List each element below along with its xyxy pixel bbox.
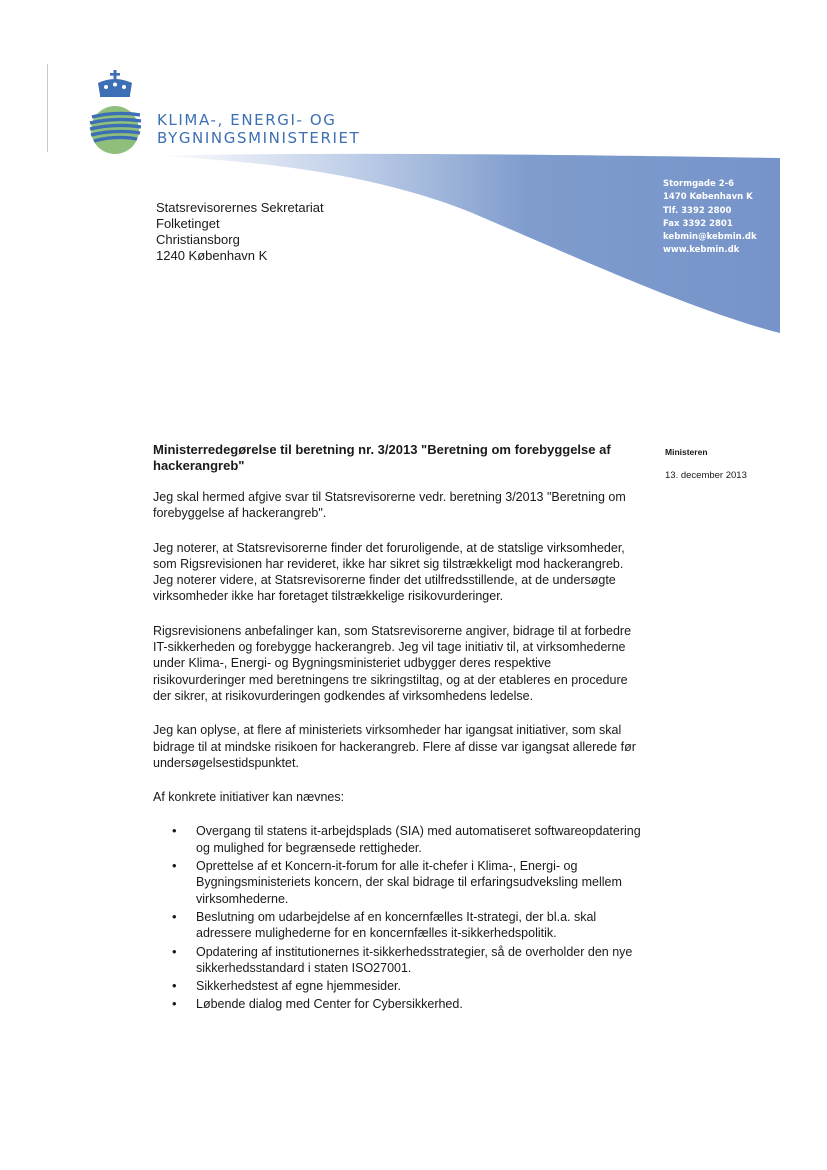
body-paragraph: Jeg skal hermed afgive svar til Statsrevisorerne vedr. beretning 3/2013 "Beretning om forebyggelse af hackerangreb". (153, 490, 626, 521)
list-item: • Sikkerhedstest af egne hjemmesider. (196, 978, 643, 994)
contact-city: 1470 København K (663, 192, 753, 203)
initiatives-list (153, 823, 643, 1012)
margin-rule (47, 64, 48, 152)
contact-street: Stormgade 2-6 (663, 179, 735, 189)
body-paragraph: Jeg noterer, at Statsrevisorerne finder det foruroligende, at de statslige virksomheder, som Rigsrevisionen har revideret, ikke har sikret sig tilstrækkeligt mod hackerangreb. Jeg noterer videre, at Statsrevisorerne finder det utilfredsstillende, at de undersøgte virksomheder ikke har foretaget tilstrækkelige risikovurderinger. (153, 540, 625, 604)
ministry-wordmark (157, 111, 360, 147)
contact-web-link[interactable]: www.kebmin.dk (663, 245, 740, 256)
contact-fax: Fax 3392 2801 (663, 218, 733, 229)
sender-label: Ministeren (665, 447, 708, 457)
recipient-address (156, 200, 324, 264)
recipient-line: Folketinget (156, 216, 220, 231)
list-item: • Opdatering af institutionernes it-sikkerhedsstrategier, så de overholder den nye sikkerhedsstandard i staten ISO27001. (196, 944, 643, 977)
list-item: • Beslutning om udarbejdelse af en koncernfælles It-strategi, der bl.a. skal adressere mulighederne for en koncernfælles it-sikkerhedspolitik. (196, 909, 643, 942)
recipient-line: Christiansborg (156, 232, 240, 247)
recipient-line: 1240 København K (156, 248, 268, 263)
letter-date: 13. december 2013 (665, 470, 747, 481)
contact-email-link[interactable]: kebmin@kebmin.dk (663, 232, 757, 243)
letter-body (153, 489, 643, 1015)
recipient-line: Statsrevisorernes Sekretariat (156, 200, 324, 215)
contact-phone: Tlf. 3392 2800 (663, 205, 732, 216)
contact-block (663, 178, 757, 258)
list-item: • Overgang til statens it-arbejdsplads (SIA) med automatiseret softwareopdatering og mulighed for begrænsede rettigheder. (196, 823, 643, 856)
letter-subject: Ministerredegørelse til beretning nr. 3/2013 "Beretning om forebyggelse af hackerangreb" (153, 442, 611, 473)
list-item: • Oprettelse af et Koncern-it-forum for alle it-chefer i Klima-, Energi- og Bygningsministeriets koncern, der skal bidrage til erfaringsudveksling mellem virksomhederne. (196, 858, 643, 907)
crown-globe-logo-icon (84, 70, 146, 156)
ministry-name-line2: BYGNINGSMINISTERIET (157, 129, 361, 147)
ministry-name-line1: KLIMA-, ENERGI- OG (157, 111, 337, 129)
body-paragraph: Jeg kan oplyse, at flere af ministeriets virksomheder har igangsat initiativer, som skal bidrage til at mindske risikoen for hackerangreb. Flere af disse var igangsat allerede før undersøgelsestidspunktet. (153, 723, 636, 770)
body-paragraph: Af konkrete initiativer kan nævnes: (153, 790, 345, 805)
list-item: • Løbende dialog med Center for Cybersikkerhed. (196, 996, 643, 1012)
body-paragraph: Rigsrevisionens anbefalinger kan, som Statsrevisorerne angiver, bidrage til at forbedre IT-sikkerheden og forebygge hackerangreb. Jeg vil tage initiativ til, at virksomhederne under Klima-, Energi- og Bygningsministeriet udbygger deres respektive risikovurderinger med beretningens tre sikringstiltag, og at der etableres en procedure der sikrer, at risikovurderingen godkendes af virksomhedens ledelse. (153, 623, 632, 703)
